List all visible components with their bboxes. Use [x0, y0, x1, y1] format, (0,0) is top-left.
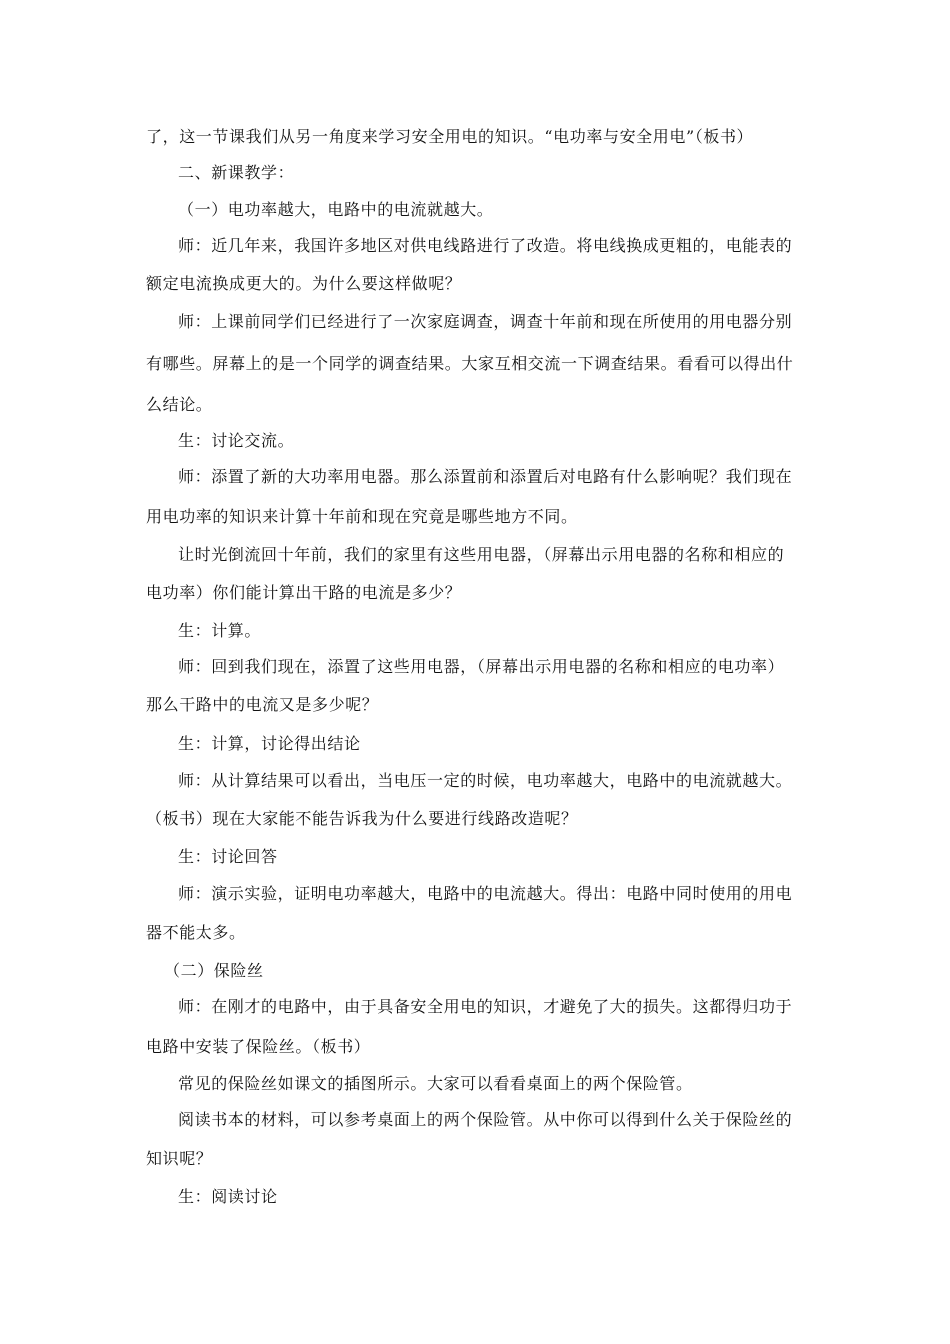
paragraph-line: 器不能太多。 [146, 923, 246, 942]
paragraph-line: 电路中安装了保险丝。（板书） [146, 1037, 371, 1056]
subsection-heading: （一）电功率越大，电路中的电流就越大。 [178, 200, 494, 219]
paragraph-line: 师：演示实验，证明电功率越大，电路中的电流越大。得出：电路中同时使用的用电 [178, 884, 793, 903]
paragraph-line: 额定电流换成更大的。为什么要这样做呢？ [146, 274, 462, 293]
paragraph-line: 让时光倒流回十年前，我们的家里有这些用电器，（屏幕出示用电器的名称和相应的 [178, 545, 785, 564]
paragraph-line: （板书）现在大家能不能告诉我为什么要进行线路改造呢？ [146, 809, 578, 828]
paragraph-line: 师：在刚才的电路中，由于具备安全用电的知识，才避免了大的损失。这都得归功于 [178, 997, 793, 1016]
section-heading: 二、新课教学： [178, 163, 295, 182]
paragraph-line: 阅读书本的材料，可以参考桌面上的两个保险管。从中你可以得到什么关于保险丝的 [178, 1110, 793, 1129]
paragraph-line: 师：回到我们现在，添置了这些用电器，（屏幕出示用电器的名称和相应的电功率） [178, 657, 785, 676]
paragraph-line: 师：从计算结果可以看出，当电压一定的时候，电功率越大，电路中的电流就越大。 [178, 771, 793, 790]
paragraph-line: 用电功率的知识来计算十年前和现在究竟是哪些地方不同。 [146, 507, 578, 526]
paragraph-line: 生：阅读讨论 [178, 1187, 278, 1206]
paragraph-line: 生：计算。 [178, 621, 262, 640]
paragraph-line: 有哪些。屏幕上的是一个同学的调查结果。大家互相交流一下调查结果。看看可以得出什 [146, 354, 794, 373]
paragraph-line: 师：添置了新的大功率用电器。那么添置前和添置后对电路有什么影响呢？我们现在 [178, 467, 793, 486]
paragraph-line: 师：上课前同学们已经进行了一次家庭调查，调查十年前和现在所使用的用电器分别 [178, 312, 793, 331]
paragraph-line: 师：近几年来，我国许多地区对供电线路进行了改造。将电线换成更粗的，电能表的 [178, 236, 793, 255]
paragraph-line: 生：讨论交流。 [178, 431, 295, 450]
paragraph-line: 么结论。 [146, 395, 213, 414]
paragraph-line: 常见的保险丝如课文的插图所示。大家可以看看桌面上的两个保险管。 [178, 1074, 693, 1093]
paragraph-line: 那么干路中的电流又是多少呢？ [146, 695, 379, 714]
paragraph-line: 生：讨论回答 [178, 847, 278, 866]
paragraph-line: 电功率）你们能计算出干路的电流是多少？ [146, 583, 462, 602]
subsection-heading: （二）保险丝 [164, 961, 264, 980]
paragraph-line: 生：计算，讨论得出结论 [178, 734, 361, 753]
paragraph-line: 知识呢？ [146, 1149, 213, 1168]
paragraph-line: 了，这一节课我们从另一角度来学习安全用电的知识。“电功率与安全用电”（板书） [146, 127, 754, 146]
